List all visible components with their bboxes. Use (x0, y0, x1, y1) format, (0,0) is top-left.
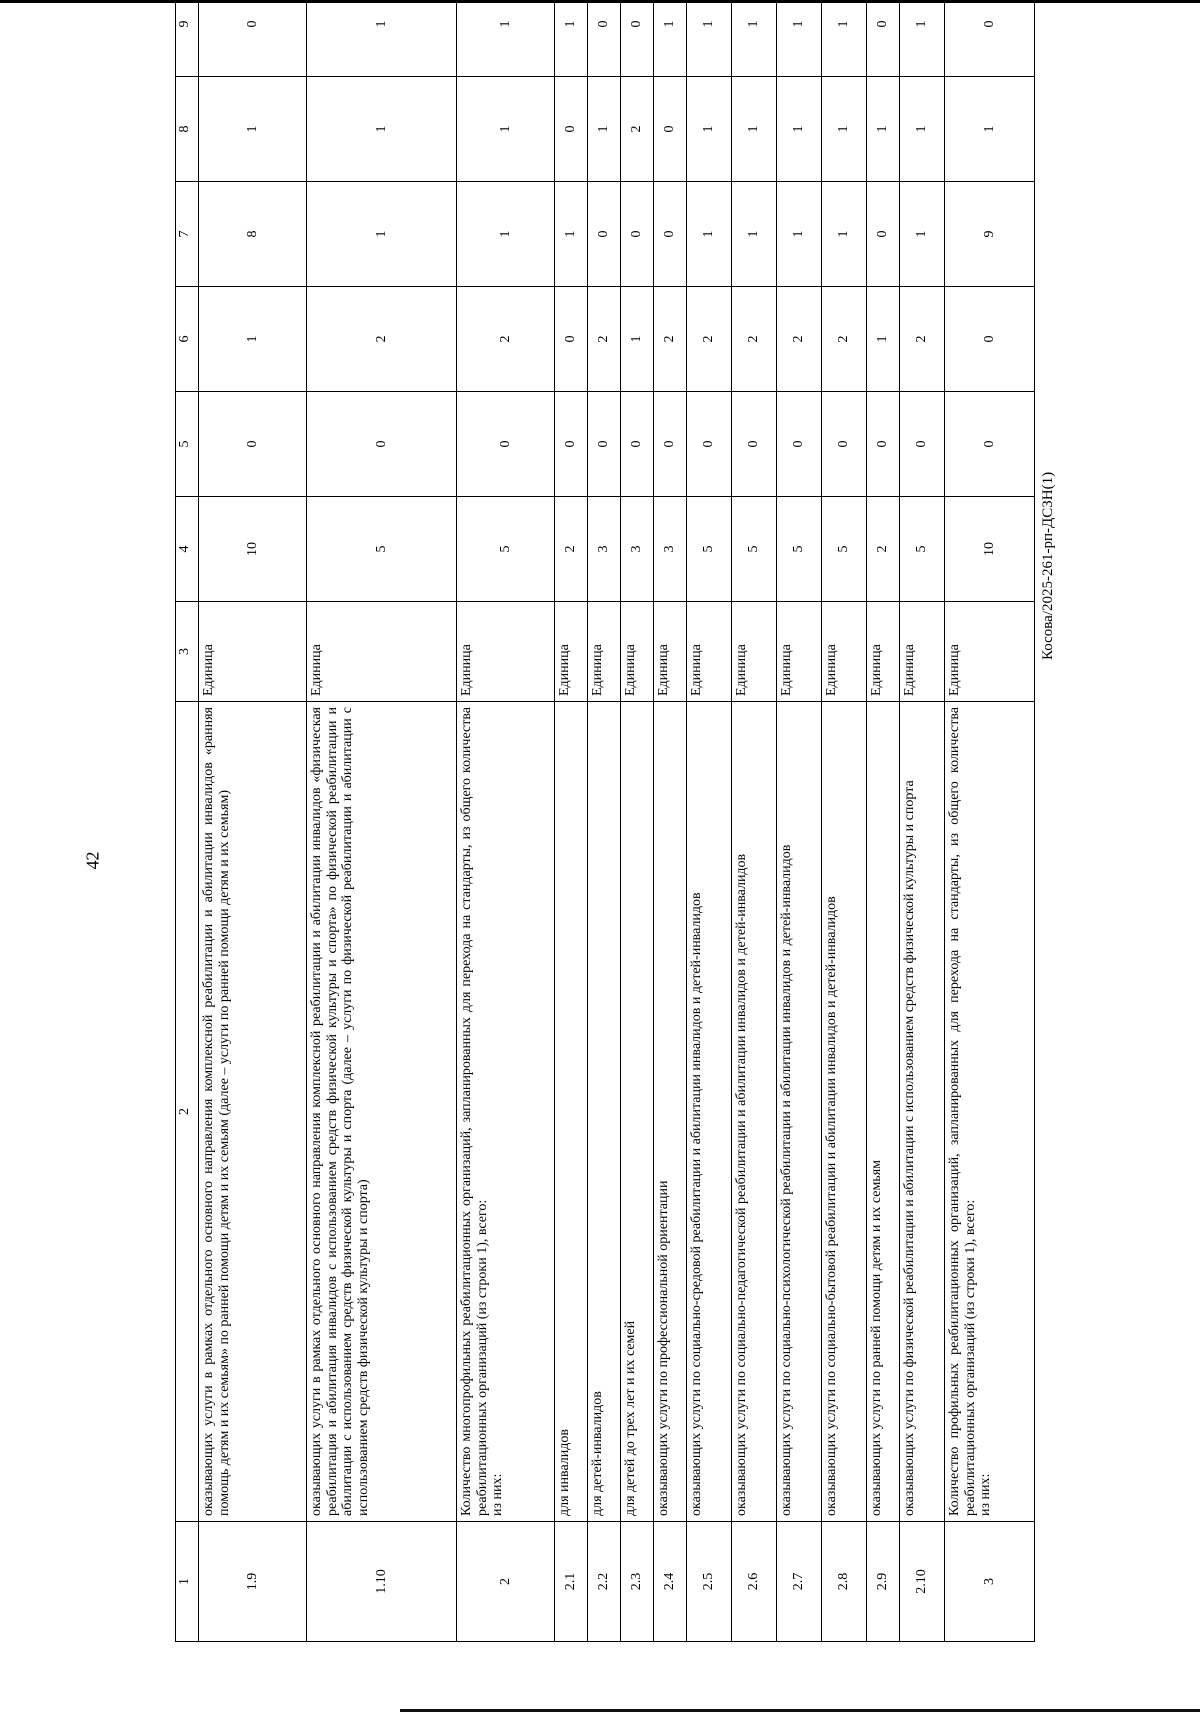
table-header-row (176, 0, 199, 1642)
row-value-cell: 10 (945, 497, 1035, 602)
row-unit-cell: Единица (822, 602, 867, 702)
row-description-cell: оказывающих услуги по социально-психологической реабилитации и абилитации инвалидов и детей-инвалидов (777, 702, 822, 1522)
row-value-cell: 0 (822, 392, 867, 497)
row-value-cell: 9 (945, 182, 1035, 287)
row-value-cell: 0 (199, 392, 307, 497)
row-number-cell: 3 (945, 1522, 1035, 1642)
row-value-cell: 0 (945, 392, 1035, 497)
row-value-cell: 1 (687, 182, 732, 287)
row-number-cell: 2.6 (732, 1522, 777, 1642)
row-unit-cell: Единица (199, 602, 307, 702)
row-value-cell: 1 (900, 77, 945, 182)
column-header: 4 (176, 497, 199, 602)
row-number-cell: 2.9 (867, 1522, 900, 1642)
row-value-cell: 3 (654, 497, 687, 602)
row-description-cell: для детей до трех лет и их семей (621, 702, 654, 1522)
row-number-cell: 2 (457, 1522, 555, 1642)
row-unit-cell: Единица (555, 602, 588, 702)
row-unit-cell: Единица (654, 602, 687, 702)
row-unit-cell: Единица (867, 602, 900, 702)
row-unit-cell: Единица (621, 602, 654, 702)
row-value-cell: 0 (199, 0, 307, 77)
row-value-cell: 0 (732, 392, 777, 497)
row-number-cell: 2.3 (621, 1522, 654, 1642)
row-value-cell: 1 (199, 287, 307, 392)
row-value-cell: 2 (900, 287, 945, 392)
row-value-cell: 0 (867, 182, 900, 287)
row-value-cell: 1 (555, 0, 588, 77)
table-row (457, 0, 555, 1642)
table-row (621, 0, 654, 1642)
row-value-cell: 1 (822, 182, 867, 287)
row-description-cell: оказывающих услуги по социально-педагогической реабилитации и абилитации инвалидов и детей-инвалидов (732, 702, 777, 1522)
row-value-cell: 1 (654, 0, 687, 77)
row-value-cell: 1 (732, 0, 777, 77)
row-value-cell: 0 (687, 392, 732, 497)
document-code: Косова/2025-261-рп-ДСЗН(1) (1040, 471, 1056, 660)
row-unit-cell: Единица (732, 602, 777, 702)
row-value-cell: 1 (199, 77, 307, 182)
column-header: 9 (176, 0, 199, 77)
row-value-cell: 2 (307, 287, 457, 392)
table-row (307, 0, 457, 1642)
table-row (822, 0, 867, 1642)
row-value-cell: 0 (307, 392, 457, 497)
row-description-cell: Количество профильных реабилитационных организаций, запланированных для перехода на стандарты, из общего количества реабилитационных организаций (из строки 1), всего: из них: (945, 702, 1035, 1522)
table-row (945, 0, 1035, 1642)
row-value-cell: 0 (654, 182, 687, 287)
row-value-cell: 0 (588, 392, 621, 497)
row-value-cell: 1 (822, 77, 867, 182)
row-value-cell: 1 (687, 77, 732, 182)
row-value-cell: 0 (621, 392, 654, 497)
table-row (687, 0, 732, 1642)
row-value-cell: 0 (945, 0, 1035, 77)
row-value-cell: 1 (777, 182, 822, 287)
row-value-cell: 5 (732, 497, 777, 602)
row-description-cell: оказывающих услуги по социально-средовой реабилитации и абилитации инвалидов и детей-инвалидов (687, 702, 732, 1522)
row-number-cell: 1.9 (199, 1522, 307, 1642)
row-value-cell: 1 (457, 77, 555, 182)
row-value-cell: 1 (555, 182, 588, 287)
row-value-cell: 0 (555, 77, 588, 182)
row-value-cell: 0 (900, 392, 945, 497)
statistics-table (175, 0, 1035, 1642)
row-value-cell: 1 (777, 77, 822, 182)
table-row (654, 0, 687, 1642)
column-header: 6 (176, 287, 199, 392)
row-value-cell: 5 (457, 497, 555, 602)
row-value-cell: 0 (945, 287, 1035, 392)
row-value-cell: 2 (822, 287, 867, 392)
row-value-cell: 1 (457, 182, 555, 287)
row-description-cell: оказывающих услуги в рамках отдельного основного направления комплексной реабилитации и абилитации инвалидов «ранняя помощь детям и их семьям» по ранней помощи детям и их семьям (далее – услуги по ранней помощи детям и их семьям) (199, 702, 307, 1522)
row-value-cell: 2 (555, 497, 588, 602)
row-value-cell: 1 (457, 0, 555, 77)
column-header: 8 (176, 77, 199, 182)
table-row (199, 0, 307, 1642)
row-value-cell: 0 (588, 182, 621, 287)
row-value-cell: 5 (900, 497, 945, 602)
row-value-cell: 1 (307, 182, 457, 287)
page-number: 42 (82, 851, 103, 870)
row-unit-cell: Единица (307, 602, 457, 702)
column-header: 7 (176, 182, 199, 287)
row-value-cell: 0 (867, 392, 900, 497)
row-value-cell: 2 (867, 497, 900, 602)
row-value-cell: 1 (945, 77, 1035, 182)
row-value-cell: 2 (654, 287, 687, 392)
row-value-cell: 1 (900, 182, 945, 287)
table-row (900, 0, 945, 1642)
row-value-cell: 1 (732, 77, 777, 182)
row-number-cell: 2.2 (588, 1522, 621, 1642)
row-value-cell: 10 (199, 497, 307, 602)
row-unit-cell: Единица (777, 602, 822, 702)
row-description-cell: оказывающих услуги в рамках отдельного основного направления комплексной реабилитации и абилитации инвалидов «физическая реабилитация и абилитация инвалидов с использованием средств физической культуры и спорта» по физической реабилитации и абилитации с использованием средств физической культуры и спорта (далее – услуги по физической реабилитации и абилитации с использованием средств физической культуры и спорта) (307, 702, 457, 1522)
table-row (588, 0, 621, 1642)
table-row (867, 0, 900, 1642)
table-row (777, 0, 822, 1642)
row-value-cell: 5 (687, 497, 732, 602)
row-description-cell: для инвалидов (555, 702, 588, 1522)
table-row (732, 0, 777, 1642)
row-number-cell: 2.1 (555, 1522, 588, 1642)
row-description-cell: для детей-инвалидов (588, 702, 621, 1522)
row-value-cell: 1 (822, 0, 867, 77)
row-number-cell: 1.10 (307, 1522, 457, 1642)
row-description-cell: оказывающих услуги по физической реабилитации и абилитации с использованием средств физической культуры и спорта (900, 702, 945, 1522)
row-value-cell: 1 (732, 182, 777, 287)
column-header: 5 (176, 392, 199, 497)
row-description-cell: оказывающих услуги по ранней помощи детям и их семьям (867, 702, 900, 1522)
rotated-table-container (175, 20, 1020, 1642)
row-value-cell: 1 (307, 0, 457, 77)
row-value-cell: 5 (822, 497, 867, 602)
row-value-cell: 1 (621, 287, 654, 392)
row-unit-cell: Единица (687, 602, 732, 702)
row-value-cell: 1 (687, 0, 732, 77)
row-number-cell: 2.10 (900, 1522, 945, 1642)
row-value-cell: 0 (457, 392, 555, 497)
row-value-cell: 0 (555, 392, 588, 497)
row-value-cell: 1 (777, 0, 822, 77)
row-value-cell: 2 (588, 287, 621, 392)
table-body (199, 0, 1035, 1642)
row-value-cell: 0 (555, 287, 588, 392)
row-value-cell: 1 (588, 77, 621, 182)
row-value-cell: 1 (307, 77, 457, 182)
row-value-cell: 0 (621, 0, 654, 77)
row-value-cell: 1 (900, 0, 945, 77)
row-value-cell: 0 (867, 0, 900, 77)
row-value-cell: 5 (307, 497, 457, 602)
row-value-cell: 2 (621, 77, 654, 182)
column-header: 3 (176, 602, 199, 702)
row-number-cell: 2.7 (777, 1522, 822, 1642)
row-number-cell: 2.5 (687, 1522, 732, 1642)
row-value-cell: 1 (867, 77, 900, 182)
column-header: 1 (176, 1522, 199, 1642)
row-value-cell: 0 (621, 182, 654, 287)
row-unit-cell: Единица (588, 602, 621, 702)
row-value-cell: 3 (621, 497, 654, 602)
row-description-cell: оказывающих услуги по социально-бытовой реабилитации и абилитации инвалидов и детей-инвалидов (822, 702, 867, 1522)
row-value-cell: 2 (457, 287, 555, 392)
column-header: 2 (176, 702, 199, 1522)
row-value-cell: 0 (654, 77, 687, 182)
row-description-cell: Количество многопрофильных реабилитационных организаций, запланированных для перехода на стандарты, из общего количества реабилитационных организаций (из строки 1), всего: из них: (457, 702, 555, 1522)
row-unit-cell: Единица (945, 602, 1035, 702)
row-value-cell: 2 (777, 287, 822, 392)
row-value-cell: 0 (654, 392, 687, 497)
row-value-cell: 3 (588, 497, 621, 602)
row-number-cell: 2.8 (822, 1522, 867, 1642)
row-unit-cell: Единица (900, 602, 945, 702)
row-value-cell: 2 (732, 287, 777, 392)
row-value-cell: 5 (777, 497, 822, 602)
row-number-cell: 2.4 (654, 1522, 687, 1642)
row-value-cell: 8 (199, 182, 307, 287)
row-value-cell: 2 (687, 287, 732, 392)
row-value-cell: 0 (777, 392, 822, 497)
row-value-cell: 1 (867, 287, 900, 392)
row-description-cell: оказывающих услуги по профессиональной ориентации (654, 702, 687, 1522)
row-unit-cell: Единица (457, 602, 555, 702)
row-value-cell: 0 (588, 0, 621, 77)
table-row (555, 0, 588, 1642)
